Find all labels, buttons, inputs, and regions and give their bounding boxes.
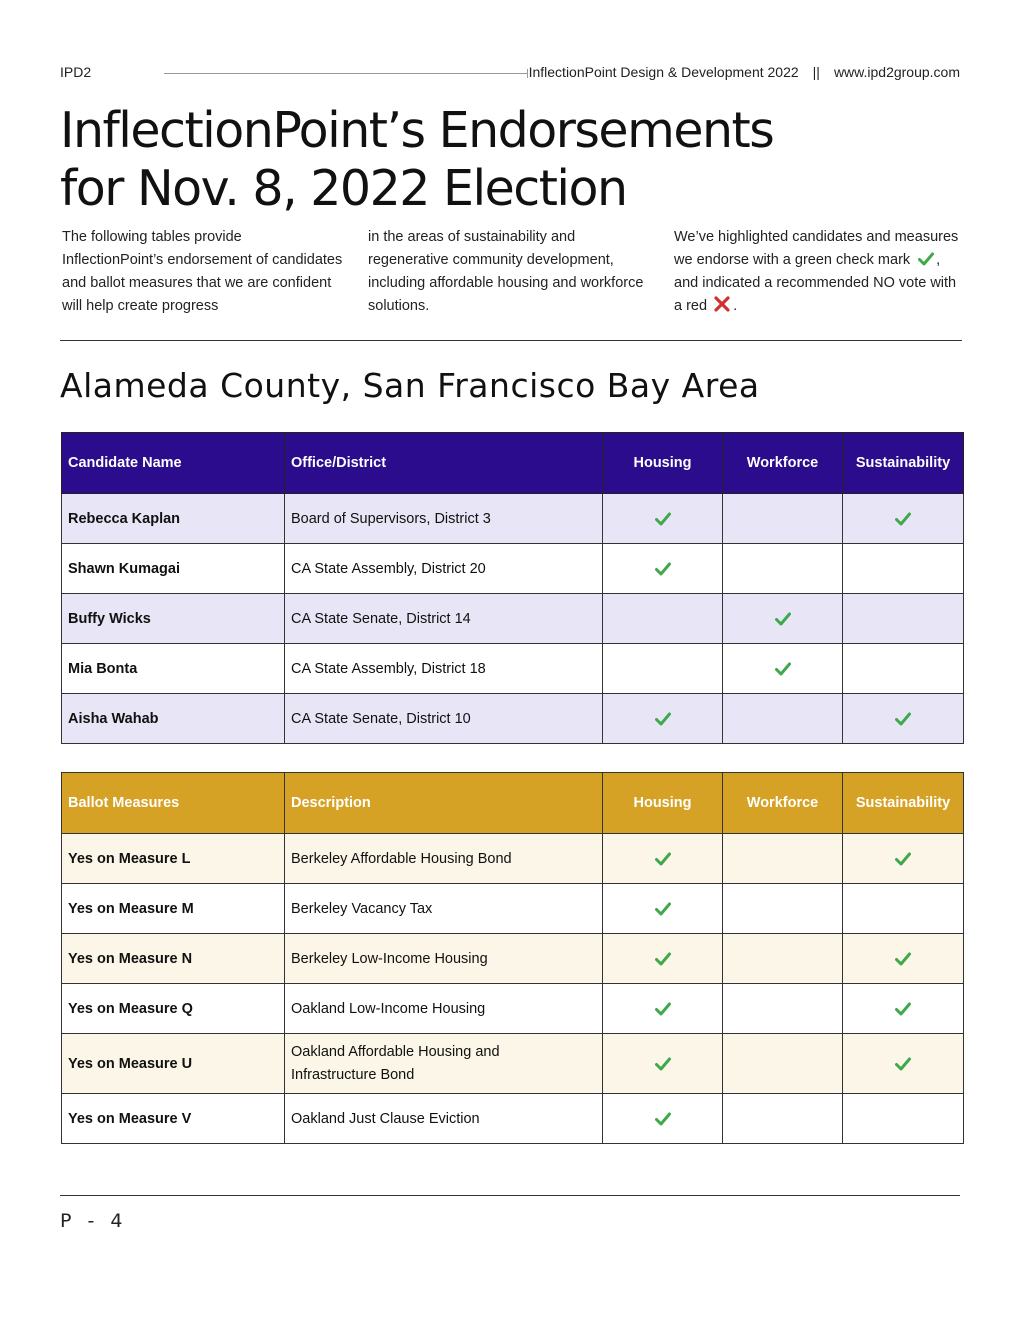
workforce-cell xyxy=(723,1094,843,1144)
measure-name: Yes on Measure Q xyxy=(62,984,285,1034)
column-header: Workforce xyxy=(723,433,843,494)
table-row xyxy=(62,494,964,544)
check-icon xyxy=(775,662,791,676)
measure-description: Oakland Just Clause Eviction xyxy=(285,1094,603,1144)
title-line-1: InflectionPoint’s Endorsements xyxy=(60,102,774,159)
check-icon xyxy=(895,1057,911,1071)
candidate-office: Board of Supervisors, District 3 xyxy=(285,494,603,544)
check-icon xyxy=(655,1002,671,1016)
check-icon xyxy=(655,852,671,866)
red-x-icon xyxy=(713,295,731,313)
candidate-name: Aisha Wahab xyxy=(62,694,285,744)
sustainability-cell xyxy=(843,834,964,884)
intro-col3-part3: . xyxy=(733,298,738,314)
column-header: Sustainability xyxy=(843,433,964,494)
workforce-cell xyxy=(723,884,843,934)
check-icon xyxy=(655,1057,671,1071)
workforce-cell xyxy=(723,694,843,744)
candidate-office: CA State Assembly, District 20 xyxy=(285,544,603,594)
measure-name: Yes on Measure N xyxy=(62,934,285,984)
check-icon xyxy=(895,512,911,526)
candidate-name: Rebecca Kaplan xyxy=(62,494,285,544)
website-link[interactable]: www.ipd2group.com xyxy=(833,64,960,80)
table-row xyxy=(62,934,964,984)
candidates-header-row xyxy=(62,433,964,494)
intro-col3-part2: , and indicated a recommended NO vote with a red xyxy=(674,252,957,314)
column-header: Sustainability xyxy=(843,773,964,834)
candidate-name: Buffy Wicks xyxy=(62,594,285,644)
company-name: InflectionPoint Design & Development 2022 xyxy=(528,64,799,80)
sustainability-cell xyxy=(843,1034,964,1094)
check-icon xyxy=(775,612,791,626)
candidate-office: CA State Senate, District 14 xyxy=(285,594,603,644)
measure-description: Berkeley Low-Income Housing xyxy=(285,934,603,984)
check-icon xyxy=(895,1002,911,1016)
workforce-cell xyxy=(723,984,843,1034)
column-header: Housing xyxy=(603,773,723,834)
housing-cell xyxy=(603,834,723,884)
measure-name: Yes on Measure U xyxy=(62,1034,285,1094)
housing-cell xyxy=(603,494,723,544)
sustainability-cell xyxy=(843,694,964,744)
housing-cell xyxy=(603,934,723,984)
title-line-2: for Nov. 8, 2022 Election xyxy=(60,160,627,217)
table-row xyxy=(62,884,964,934)
check-icon xyxy=(895,952,911,966)
candidates-table xyxy=(61,432,964,744)
intro-column-3 xyxy=(674,226,959,318)
header-separator: || xyxy=(812,64,820,80)
housing-cell xyxy=(603,694,723,744)
check-icon xyxy=(895,712,911,726)
brand-name: IPD2 xyxy=(60,64,92,80)
housing-cell xyxy=(603,1094,723,1144)
measures-header-row xyxy=(62,773,964,834)
table-row xyxy=(62,1034,964,1094)
sustainability-cell xyxy=(843,644,964,694)
sustainability-cell xyxy=(843,934,964,984)
table-row xyxy=(62,834,964,884)
description-line-2: Infrastructure Bond xyxy=(291,1066,415,1083)
page-header xyxy=(60,64,960,82)
measure-description xyxy=(285,1034,603,1094)
measure-name: Yes on Measure L xyxy=(62,834,285,884)
workforce-cell xyxy=(723,1034,843,1094)
measure-description: Berkeley Affordable Housing Bond xyxy=(285,834,603,884)
table-row xyxy=(62,984,964,1034)
measure-name: Yes on Measure V xyxy=(62,1094,285,1144)
column-header: Ballot Measures xyxy=(62,773,285,834)
column-header: Housing xyxy=(603,433,723,494)
candidate-name: Shawn Kumagai xyxy=(62,544,285,594)
column-header: Candidate Name xyxy=(62,433,285,494)
table-row xyxy=(62,594,964,644)
workforce-cell xyxy=(723,644,843,694)
measure-description: Berkeley Vacancy Tax xyxy=(285,884,603,934)
housing-cell xyxy=(603,544,723,594)
sustainability-cell xyxy=(843,594,964,644)
workforce-cell xyxy=(723,494,843,544)
measure-description: Oakland Low-Income Housing xyxy=(285,984,603,1034)
table-row xyxy=(62,644,964,694)
intro-column-1: The following tables provide InflectionPoint’s endorsement of candidates and ballot measures that we are confident will help create progress xyxy=(62,229,343,314)
page-number: P - 4 xyxy=(60,1210,128,1232)
sustainability-cell xyxy=(843,494,964,544)
ballot-measures-table xyxy=(61,772,964,1144)
housing-cell xyxy=(603,884,723,934)
header-right xyxy=(529,64,960,80)
intro-col3-part1: We’ve highlighted candidates and measures we endorse with a green check mark xyxy=(674,229,959,268)
workforce-cell xyxy=(723,594,843,644)
workforce-cell xyxy=(723,934,843,984)
section-divider xyxy=(60,340,962,341)
check-icon xyxy=(655,712,671,726)
check-icon xyxy=(655,512,671,526)
column-header: Description xyxy=(285,773,603,834)
check-icon xyxy=(655,1112,671,1126)
sustainability-cell xyxy=(843,884,964,934)
workforce-cell xyxy=(723,544,843,594)
check-icon xyxy=(655,562,671,576)
check-icon xyxy=(655,902,671,916)
housing-cell xyxy=(603,1034,723,1094)
measure-name: Yes on Measure M xyxy=(62,884,285,934)
region-title: Alameda County, San Francisco Bay Area xyxy=(60,366,760,405)
table-row xyxy=(62,694,964,744)
footer-rule xyxy=(60,1195,960,1196)
page-title xyxy=(60,102,960,218)
housing-cell xyxy=(603,594,723,644)
column-header: Office/District xyxy=(285,433,603,494)
column-header: Workforce xyxy=(723,773,843,834)
check-icon xyxy=(895,852,911,866)
description-line-1: Oakland Affordable Housing and xyxy=(291,1043,500,1060)
sustainability-cell xyxy=(843,984,964,1034)
table-row xyxy=(62,544,964,594)
workforce-cell xyxy=(723,834,843,884)
table-row xyxy=(62,1094,964,1144)
candidate-name: Mia Bonta xyxy=(62,644,285,694)
intro-column-2: in the areas of sustainability and regenerative community development, including affordable housing and workforce solutions. xyxy=(368,229,644,314)
candidate-office: CA State Senate, District 10 xyxy=(285,694,603,744)
check-icon xyxy=(655,952,671,966)
housing-cell xyxy=(603,644,723,694)
sustainability-cell xyxy=(843,544,964,594)
header-rule xyxy=(164,73,528,74)
green-check-icon xyxy=(918,252,934,266)
housing-cell xyxy=(603,984,723,1034)
candidate-office: CA State Assembly, District 18 xyxy=(285,644,603,694)
sustainability-cell xyxy=(843,1094,964,1144)
